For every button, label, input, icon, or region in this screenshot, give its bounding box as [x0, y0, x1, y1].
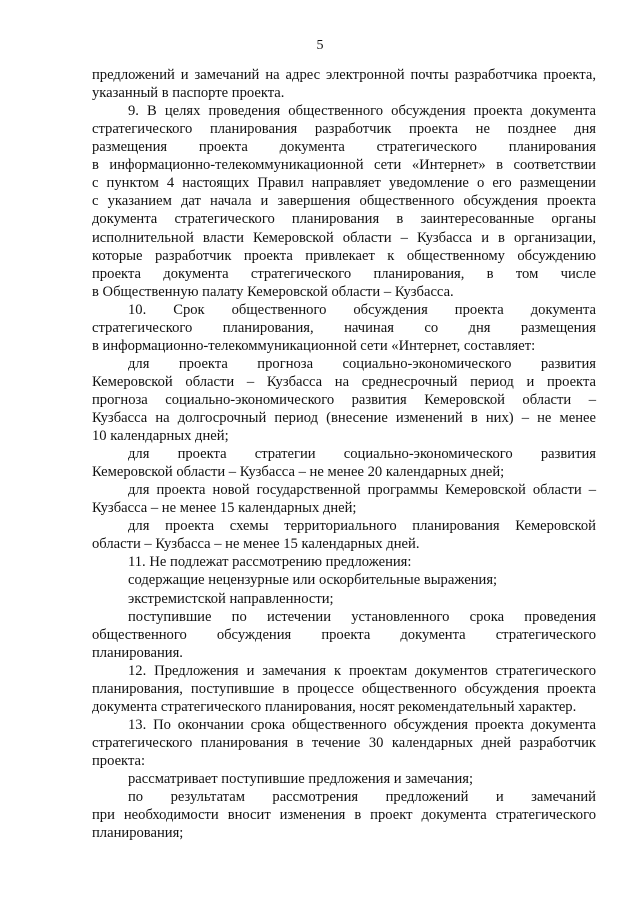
text-line: планирования;	[92, 825, 184, 842]
text-line: проекта документа стратегического планирования, в том числе	[92, 265, 596, 282]
text-line: содержащие нецензурные или оскорбительные выражения;	[128, 572, 498, 589]
text-line: документа стратегического планирования, носят рекомендательный характер.	[92, 698, 577, 715]
text-line: стратегического планирования, начиная со дня размещения	[92, 319, 596, 336]
text-line: для проекта новой государственной программы Кемеровской области –	[128, 482, 596, 499]
text-line: поступившие по истечении установленного срока проведения	[128, 608, 596, 625]
text-line: прогноза социально-экономического развития Кемеровской области –	[92, 391, 596, 408]
text-line: Кузбасса – не менее 15 календарных дней;	[92, 500, 357, 517]
text-line: планирования, поступившие в процессе общественного обсуждения проекта	[92, 680, 596, 697]
text-line: при необходимости вносит изменения в проект документа стратегического	[92, 807, 596, 824]
text-line: документа стратегического планирования в заинтересованные органы	[92, 211, 596, 228]
text-line: в информационно-телекоммуникационной сети «Интернет» в соответствии	[92, 157, 596, 174]
text-line: Кемеровской области – Кузбасса на среднесрочный период и проекта	[92, 373, 596, 390]
text-line: 9. В целях проведения общественного обсуждения проекта документа	[128, 103, 596, 120]
text-line: для проекта прогноза социально-экономического развития	[128, 355, 596, 372]
text-line: в Общественную палату Кемеровской области – Кузбасса.	[92, 283, 454, 300]
text-line: для проекта стратегии социально-экономического развития	[128, 446, 596, 463]
text-line: для проекта схемы территориального планирования Кемеровской	[128, 518, 596, 535]
text-line: рассматривает поступившие предложения и замечания;	[128, 771, 474, 787]
text-line: по результатам рассмотрения предложений и замечаний	[128, 789, 596, 805]
text-line: области – Кузбасса – не менее 15 календарных дней.	[92, 536, 420, 553]
page-number: 5	[316, 38, 324, 53]
text-line: в информационно-телекоммуникационной сети «Интернет, составляет:	[92, 337, 536, 354]
text-line: 13. По окончании срока общественного обсуждения проекта документа	[128, 716, 596, 733]
text-line: указанный в паспорте проекта.	[92, 85, 285, 101]
text-line: 10. Срок общественного обсуждения проекта документа	[128, 301, 596, 318]
text-line: планирования.	[92, 644, 183, 661]
text-line: стратегического планирования разработчик проекта не позднее дня	[92, 121, 596, 138]
text-line: исполнительной власти Кемеровской области – Кузбасса и в организации,	[92, 229, 596, 246]
text-line: Кузбасса на долгосрочный период (внесение изменений в них) – не менее	[92, 409, 596, 426]
text-line: 11. Не подлежат рассмотрению предложения:	[128, 554, 412, 571]
text-line: с пунктом 4 настоящих Правил направляет уведомление о его размещении	[92, 175, 596, 192]
text-line: Кемеровской области – Кузбасса – не менее 20 календарных дней;	[92, 464, 505, 481]
text-line: размещения проекта документа стратегического планирования	[92, 139, 596, 156]
text-line: с указанием дат начала и завершения общественного обсуждения проекта	[92, 193, 596, 210]
text-line: общественного обсуждения проекта документа стратегического	[92, 626, 596, 643]
text-line: 12. Предложения и замечания к проектам документов стратегического	[128, 662, 596, 679]
text-line: предложений и замечаний на адрес электронной почты разработчика проекта,	[92, 67, 596, 83]
text-line: экстремистской направленности;	[128, 590, 334, 607]
text-line: которые разработчик проекта привлекает к общественному обсуждению	[92, 247, 596, 264]
text-line: стратегического планирования в течение 30 календарных дней разработчик	[92, 734, 596, 751]
text-line: проекта:	[92, 752, 146, 769]
text-line: 10 календарных дней;	[92, 428, 229, 444]
